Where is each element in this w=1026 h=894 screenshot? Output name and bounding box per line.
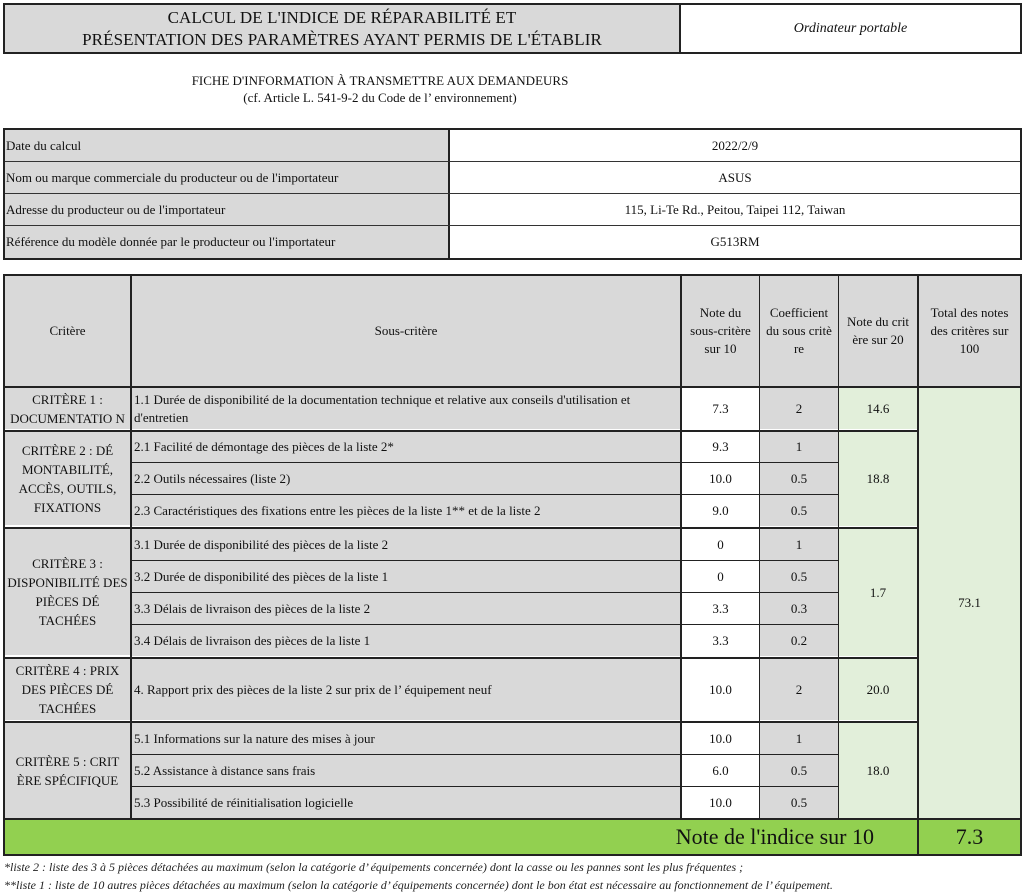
subcriterion-4: 4. Rapport prix des pièces de la liste 2 sur prix de l’ équipement neuf — [132, 659, 680, 720]
subcriterion-2-3: 2.3 Caractéristiques des fixations entre les pièces de la liste 1** et de la liste 2 — [132, 495, 680, 526]
info-value: ASUS — [718, 169, 752, 185]
grid-line — [917, 276, 919, 818]
criterion-3-label: CRITÈRE 3 : DISPONIBILITÉ DES PIÈCES DÉ TACHÉES — [5, 529, 130, 655]
info-label: Référence du modèle donnée par le producteur ou l'importateur — [5, 226, 450, 258]
note-4: 10.0 — [682, 659, 759, 720]
title-line-2: PRÉSENTATION DES PARAMÈTRES AYANT PERMIS DE L'ÉTABLIR — [82, 29, 602, 49]
subcriterion-3-4: 3.4 Délais de livraison des pièces de la liste 1 — [132, 625, 680, 656]
coef-3-3: 0.3 — [760, 593, 838, 624]
grid-line — [132, 560, 839, 561]
footnote-liste-2: *liste 2 : liste des 3 à 5 pièces détachées au maximum (selon la catégorie d’ équipements concernée) dont la casse ou les pannes sont les plus fréquentes ; — [4, 860, 744, 874]
grid-line — [5, 657, 919, 659]
subcriterion-3-1: 3.1 Durée de disponibilité des pièces de la liste 2 — [132, 529, 680, 560]
subtitle-line-1: FICHE D'INFORMATION À TRANSMETTRE AUX DEMANDEURS — [191, 73, 569, 88]
note-3-2: 0 — [682, 561, 759, 592]
info-label: Nom ou marque commerciale du producteur ou de l'importateur — [5, 162, 450, 193]
coef-5-2: 0.5 — [760, 755, 838, 786]
note-5-3: 10.0 — [682, 787, 759, 818]
criterion-4-score: 20.0 — [839, 659, 917, 720]
info-label: Date du calcul — [5, 130, 450, 161]
grid-line — [132, 624, 839, 625]
header-note-critere: Note du crit ère sur 20 — [839, 276, 917, 386]
header-note-sous-critere: Note du sous-critère sur 10 — [682, 276, 759, 386]
grid-line — [680, 276, 682, 818]
note-2-1: 9.3 — [682, 432, 759, 462]
info-row-model — [5, 226, 1020, 258]
product-category: Ordinateur portable — [793, 20, 908, 36]
criterion-2-label: CRITÈRE 2 : DÉ MONTABILITÉ, ACCÈS, OUTILS, FIXATIONS — [5, 432, 130, 525]
note-5-1: 10.0 — [682, 723, 759, 754]
coef-1-1: 2 — [760, 388, 838, 429]
coef-5-3: 0.5 — [760, 787, 838, 818]
header-critere: Critère — [5, 276, 130, 386]
subcriterion-3-3: 3.3 Délais de livraison des pièces de la liste 2 — [132, 593, 680, 624]
info-row-date — [5, 130, 1020, 162]
info-row-address — [5, 194, 1020, 226]
grid-line — [132, 786, 839, 787]
final-score-label: Note de l'indice sur 10 — [675, 824, 874, 849]
document-title — [5, 5, 681, 52]
header-total: Total des notes des critères sur 100 — [919, 276, 1020, 386]
note-3-1: 0 — [682, 529, 759, 560]
producer-info-table — [3, 128, 1022, 260]
coef-4: 2 — [760, 659, 838, 720]
final-score-row — [5, 818, 1020, 854]
grid-line — [132, 462, 839, 463]
subcriterion-2-1: 2.1 Facilité de démontage des pièces de la liste 2* — [132, 432, 680, 462]
coef-3-2: 0.5 — [760, 561, 838, 592]
note-2-2: 10.0 — [682, 463, 759, 494]
info-value: G513RM — [710, 234, 760, 249]
coef-3-1: 1 — [760, 529, 838, 560]
grid-line — [838, 276, 839, 818]
criterion-1-label: CRITÈRE 1 : DOCUMENTATIO N — [5, 388, 130, 429]
note-3-3: 3.3 — [682, 593, 759, 624]
footnote-liste-1: **liste 1 : liste de 10 autres pièces détachées au maximum (selon la catégorie d’ équipements concernée) dont le bon état est nécessaire au fonctionnement de l’ équipement. — [4, 878, 833, 892]
subcriterion-5-3: 5.3 Possibilité de réinitialisation logicielle — [132, 787, 680, 818]
grid-line — [132, 494, 839, 495]
subcriterion-5-1: 5.1 Informations sur la nature des mises à jour — [132, 723, 680, 754]
final-score-value: 7.3 — [917, 820, 1020, 854]
subcriterion-5-2: 5.2 Assistance à distance sans frais — [132, 755, 680, 786]
info-value: 2022/2/9 — [711, 137, 759, 153]
grid-line — [5, 721, 919, 723]
criterion-5-score: 18.0 — [839, 723, 917, 818]
grid-line — [132, 754, 839, 755]
coef-2-3: 0.5 — [760, 495, 838, 526]
subcriterion-2-2: 2.2 Outils nécessaires (liste 2) — [132, 463, 680, 494]
coef-3-4: 0.2 — [760, 625, 838, 656]
grid-line — [5, 430, 919, 432]
total-score-100: 73.1 — [919, 388, 1020, 818]
grid-line — [5, 527, 919, 529]
criterion-2-score: 18.8 — [839, 432, 917, 526]
header-sous-critere: Sous-critère — [132, 276, 680, 386]
coef-2-1: 1 — [760, 432, 838, 462]
info-label: Adresse du producteur ou de l'importateur — [5, 194, 450, 225]
score-table — [3, 274, 1022, 856]
subcriterion-1-1: 1.1 Durée de disponibilité de la documentation technique et relative aux conseils d'utilisation et d'entretien — [132, 388, 680, 429]
grid-line — [130, 276, 132, 818]
grid-line — [132, 592, 839, 593]
coef-5-1: 1 — [760, 723, 838, 754]
title-block — [3, 3, 1022, 54]
note-2-3: 9.0 — [682, 495, 759, 526]
subcriterion-3-2: 3.2 Durée de disponibilité des pièces de la liste 1 — [132, 561, 680, 592]
info-row-brand — [5, 162, 1020, 194]
note-5-2: 6.0 — [682, 755, 759, 786]
coef-2-2: 0.5 — [760, 463, 838, 494]
criterion-3-score: 1.7 — [839, 529, 917, 656]
note-3-4: 3.3 — [682, 625, 759, 656]
note-1-1: 7.3 — [682, 388, 759, 429]
criterion-4-label: CRITÈRE 4 : PRIX DES PIÈCES DÉ TACHÉES — [5, 659, 130, 720]
title-line-1: CALCUL DE L'INDICE DE RÉPARABILITÉ ET — [167, 7, 517, 27]
grid-line — [759, 276, 760, 818]
subtitle-line-2: (cf. Article L. 541-9-2 du Code de l’ environnement) — [243, 90, 517, 105]
footnotes — [4, 858, 833, 894]
criterion-5-label: CRITÈRE 5 : CRIT ÈRE SPÉCIFIQUE — [5, 723, 130, 818]
header-coefficient: Coefficient du sous critè re — [760, 276, 838, 386]
criterion-1-score: 14.6 — [839, 388, 917, 429]
info-value: 115, Li-Te Rd., Peitou, Taipei 112, Taiwan — [624, 201, 846, 217]
subtitle — [0, 72, 760, 106]
grid-line — [5, 386, 1020, 388]
